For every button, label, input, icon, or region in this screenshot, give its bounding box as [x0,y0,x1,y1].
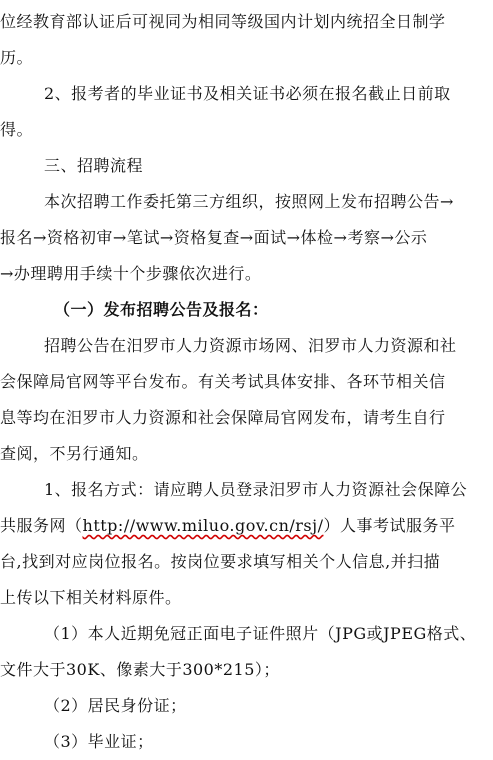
text-line-8: →办理聘用手续十个步骤依次进行。 [0,264,262,283]
registration-url: http://www.miluo.gov.cn/rsj/ [82,516,324,535]
text-line-15-before-url: 共服务网（ [0,516,83,535]
text-line-15 [0,508,493,544]
section-heading-process: 三、招聘流程 [44,156,144,175]
text-line-16: 台,找到对应岗位报名。按岗位要求填写相关个人信息,并扫描 [0,552,441,571]
list-item-photo: （1）本人近期免冠正面电子证件照片（JPG或JPEG格式、 [44,624,477,643]
text-line-12: 息等均在汨罗市人力资源和社会保障局官网发布，请考生自行 [0,408,446,427]
text-line-4: 得。 [0,120,34,139]
text-line-13: 查阅，不另行通知。 [0,444,149,463]
text-line-10: 招聘公告在汨罗市人力资源市场网、汨罗市人力资源和社 [44,336,457,355]
list-item-diploma: （3）毕业证； [44,732,154,751]
subsection-heading-announcement: （一）发布招聘公告及报名： [54,300,269,319]
text-line-14: 1、报名方式：请应聘人员登录汨罗市人力资源社会保障公 [44,480,468,499]
text-line-1: 位经教育部认证后可视同为相同等级国内计划内统招全日制学 [0,12,446,31]
text-line-7: 报名→资格初审→笔试→资格复查→面试→体检→考察→公示 [0,228,428,247]
text-line-11: 会保障局官网等平台发布。有关考试具体安排、各环节相关信 [0,372,446,391]
text-line-17: 上传以下相关材料原件。 [0,588,182,607]
text-line-15-after-url: ）人事考试服务平 [323,516,456,535]
list-item-photo-continued: 文件大于30K、像素大于300*215）； [0,660,280,679]
list-item-id-card: （2）居民身份证； [44,696,187,715]
text-line-3: 2、报考者的毕业证书及相关证书必须在报名截止日前取 [44,84,451,103]
text-line-6: 本次招聘工作委托第三方组织，按照网上发布招聘公告→ [44,192,454,211]
text-line-2: 历。 [0,48,34,67]
